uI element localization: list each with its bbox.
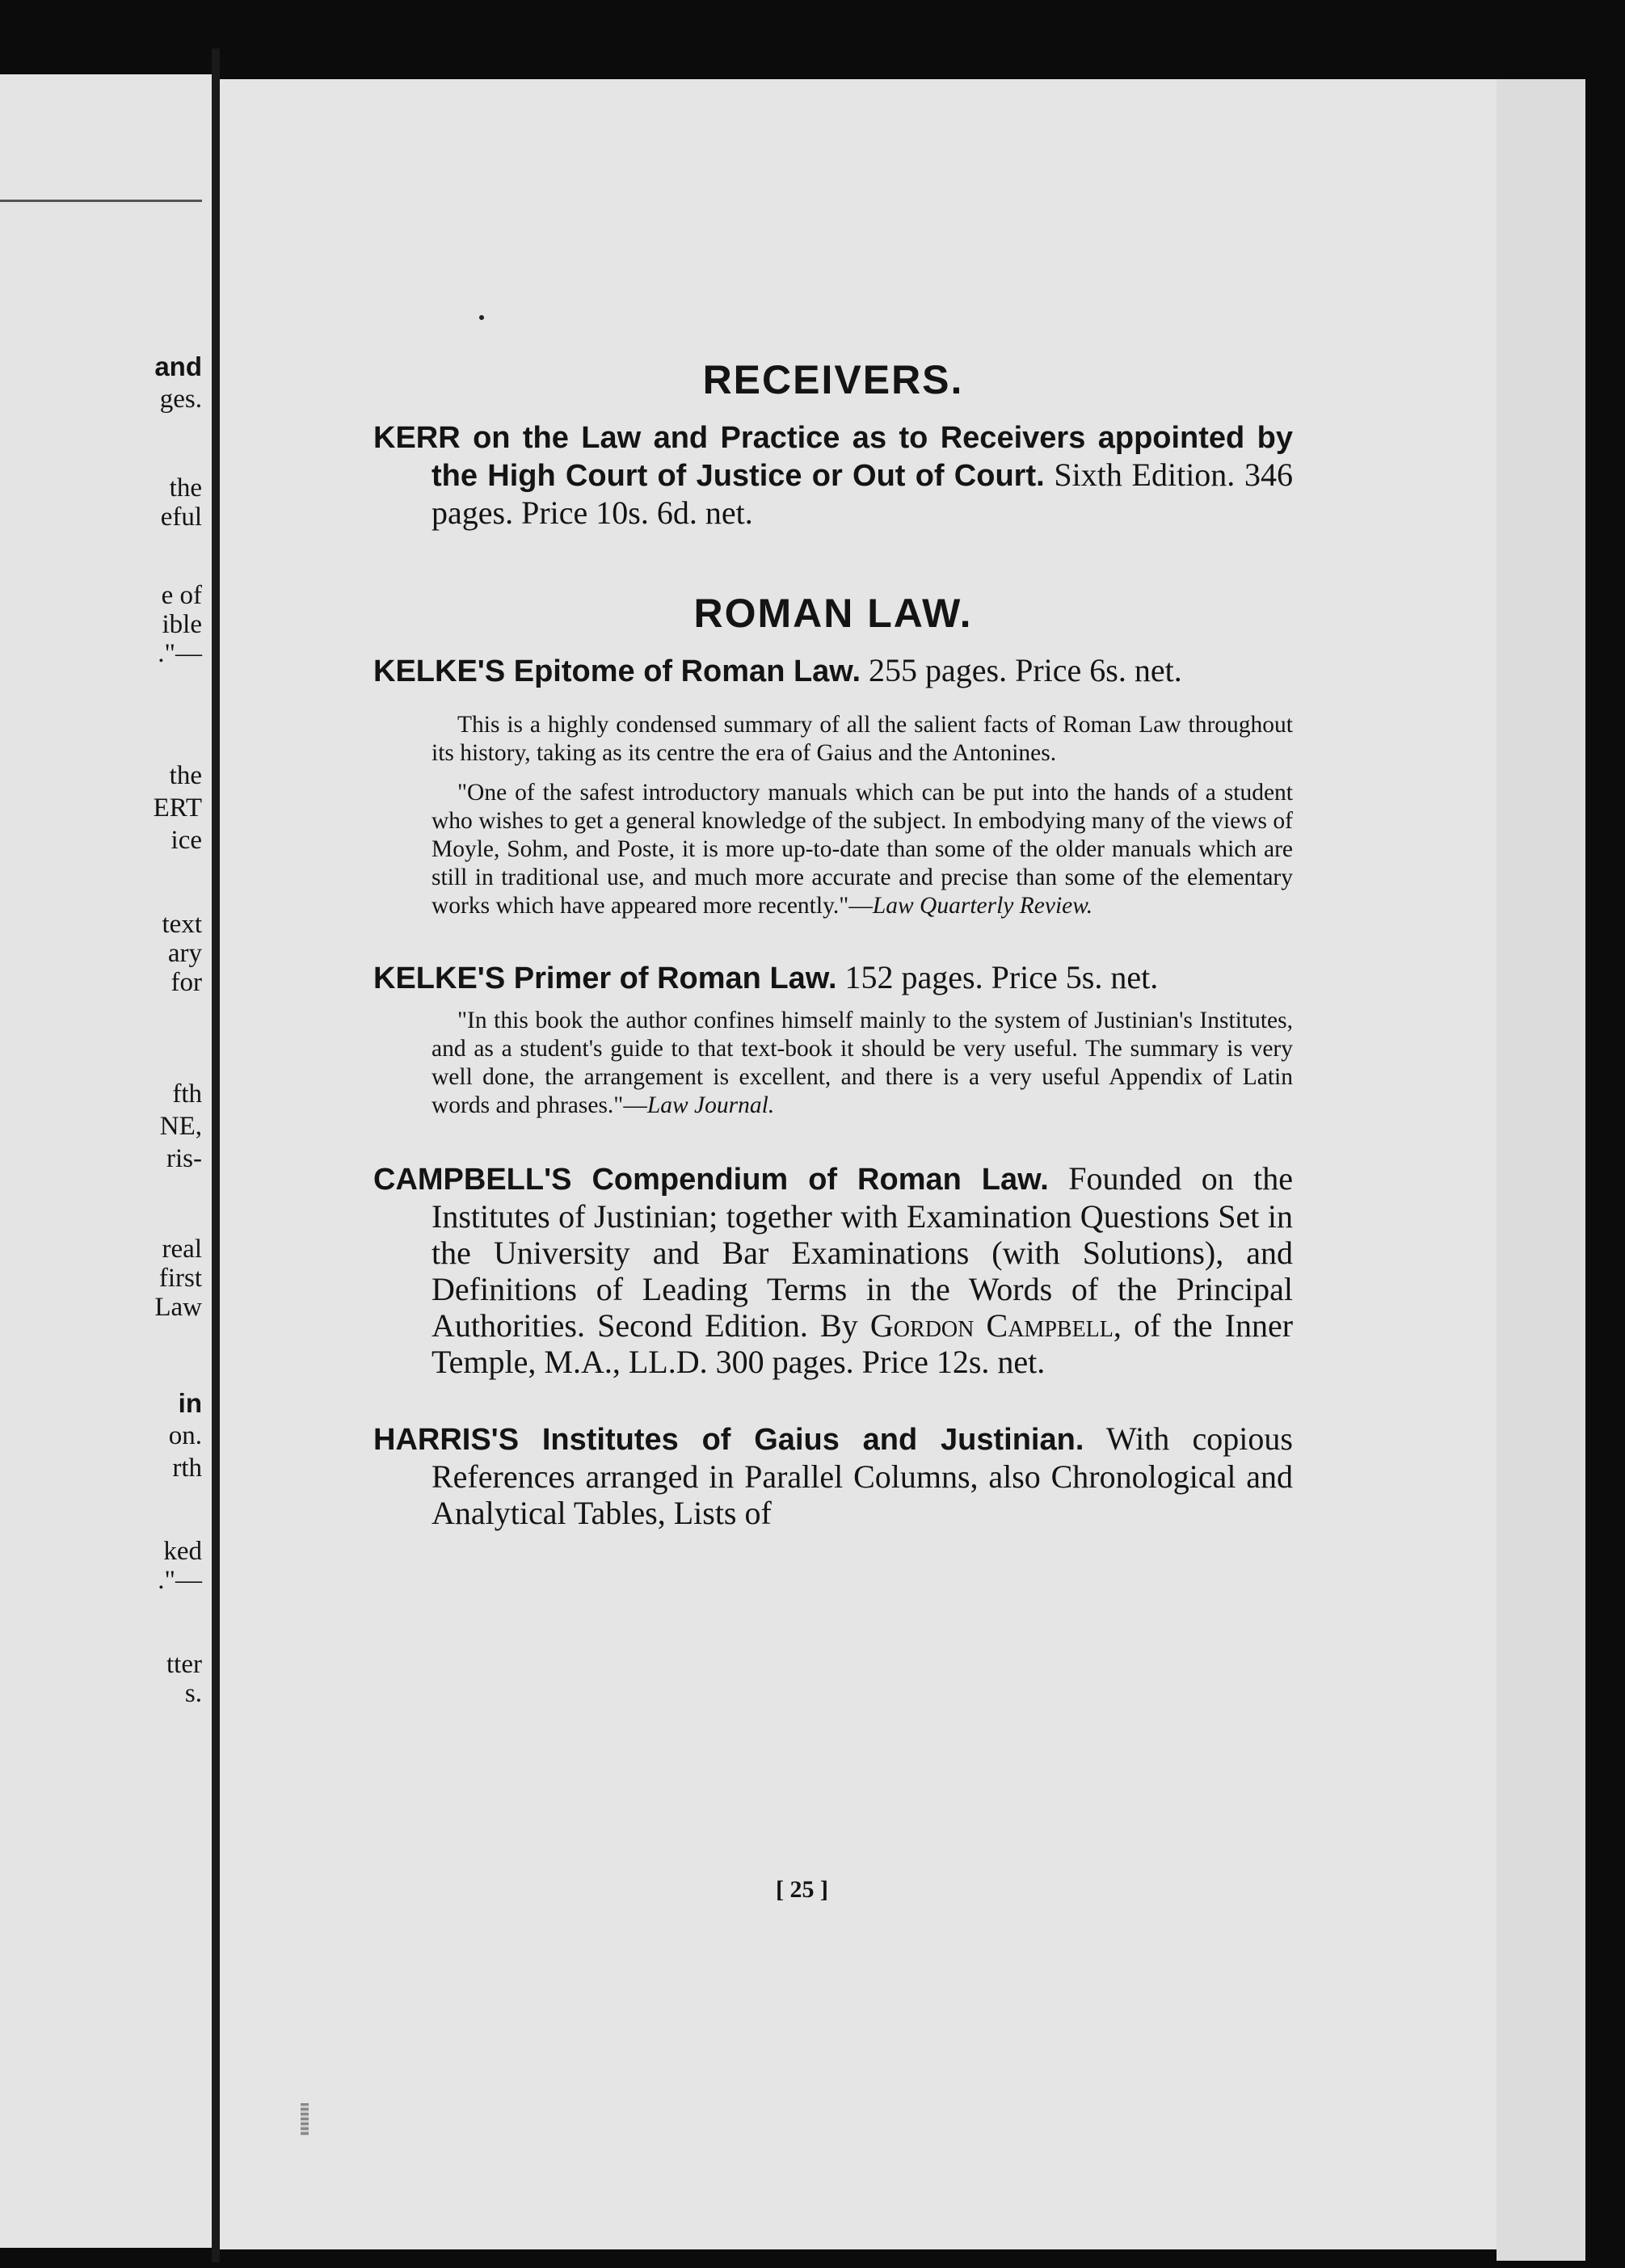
facing-page-fragment: on. (168, 1421, 202, 1450)
facing-page (0, 74, 217, 2248)
entry-harris-title: HARRIS'S Institutes of Gaius and Justinian. (373, 1423, 1084, 1457)
entry-kerr-details: Sixth Edition. 346 pages. Price 10s. 6d. net. (432, 457, 1293, 531)
heading-roman-law: ROMAN LAW. (693, 591, 973, 636)
facing-page-fragment: ges. (159, 385, 202, 414)
facing-page-fragment: s. (184, 1679, 202, 1708)
scan-border (1585, 73, 1625, 2268)
page-gutter (212, 48, 220, 2262)
facing-page-fragment: and (154, 351, 202, 381)
facing-page-fragment: rth (172, 1454, 202, 1483)
entry-campbell-author: Gordon Campbell, (869, 1307, 1122, 1344)
facing-page-fragment: ary (167, 939, 202, 968)
heading-receivers: RECEIVERS. (702, 357, 964, 402)
entry-campbell (373, 1160, 1293, 1380)
facing-page-fragment: NE, (159, 1112, 202, 1141)
entry-kelke-primer-title: KELKE'S Primer of Roman Law. (373, 961, 837, 995)
entry-campbell-title: CAMPBELL'S Compendium of Roman Law. (373, 1163, 1049, 1197)
facing-page-fragment: ris- (166, 1144, 202, 1173)
facing-page-fragment: tter (166, 1650, 202, 1679)
facing-page-fragment: ked (163, 1537, 202, 1566)
facing-page-fragment: ERT (153, 793, 202, 823)
page-number: [ 25 ] (776, 1876, 828, 1903)
entry-harris-details: With copious References arranged in Parallel Columns, also Chronological and Analytical Tables, Lists of (432, 1420, 1293, 1531)
facing-page-fragment: ."— (158, 1566, 202, 1595)
page-content (373, 356, 1293, 1531)
entry-kelke-primer (373, 959, 1293, 997)
entry-campbell-details-cont: of the Inner Temple, M.A., LL.D. 300 pages. Price 12s. net. (432, 1307, 1294, 1380)
entry-kerr-title: KERR on the Law and Practice as to Receivers appointed by the High Court of Justice or Out of Court. (373, 421, 1293, 493)
kelke-primer-review (373, 1007, 1293, 1120)
entry-harris (373, 1420, 1293, 1531)
kelke-epitome-review-text: "One of the safest introductory manuals which can be put into the hands of a student who wishes to get a general knowledge of the subject. In embodying many of the views of Moyle, Sohm, and Poste, it is more up-to-date than some of the older manuals which are still in traditional use, and much more accurate and precise than some of the elementary works which have appeared more recently."— (432, 780, 1293, 919)
entry-kelke-epitome (373, 652, 1293, 690)
kelke-epitome-description: This is a highly condensed summary of all the salient facts of Roman Law throughout its history, taking as its centre the era of Gaius and the Antonines. (432, 712, 1293, 766)
facing-page-fragment: for (170, 968, 202, 997)
ink-dot (479, 315, 484, 320)
facing-page-fragment: text (162, 910, 202, 939)
facing-page-fragment: ible (162, 610, 202, 639)
facing-page-fragment: fth (172, 1079, 202, 1109)
entry-kelke-epitome-title: KELKE'S Epitome of Roman Law. (373, 654, 861, 688)
entry-kelke-primer-details: 152 pages. Price 5s. net. (844, 959, 1159, 995)
facing-page-fragment: real (162, 1235, 202, 1264)
facing-page-fragment: e of (161, 581, 202, 610)
facing-page-fragment: ice (170, 826, 202, 855)
entry-kerr (373, 419, 1293, 531)
kelke-epitome-review (373, 779, 1293, 920)
entry-kelke-epitome-details: 255 pages. Price 6s. net. (869, 652, 1182, 688)
facing-page-fragment: ."— (158, 639, 202, 668)
kelke-primer-review-source: Law Journal. (646, 1092, 775, 1118)
entry-campbell-details: Founded on the Institutes of Justinian; together with Examination Questions Set in the University and Bar Examinations (with Solutions), and Definitions of Leading Terms in the Words of the Principal Authorities. Second Edition. By (432, 1160, 1294, 1344)
facing-page-fragment: the (169, 761, 202, 790)
right-page-edge (1497, 79, 1585, 2261)
margin-mark (301, 2103, 309, 2135)
facing-page-fragment: Law (154, 1293, 202, 1322)
facing-page-fragment: eful (160, 503, 202, 532)
kelke-epitome-review-source: Law Quarterly Review. (872, 893, 1093, 919)
facing-page-rule (0, 200, 202, 202)
facing-page-fragment: first (158, 1264, 202, 1293)
facing-page-fragment: in (178, 1388, 202, 1418)
kelke-primer-review-text: "In this book the author confines himself mainly to the system of Justinian's Institutes, and as a student's guide to that text-book it should be very useful. The summary is very well done, the arrangement is excellent, and there is a very useful Appendix of Latin words and phrases."— (432, 1008, 1293, 1118)
facing-page-fragment: the (169, 473, 202, 503)
